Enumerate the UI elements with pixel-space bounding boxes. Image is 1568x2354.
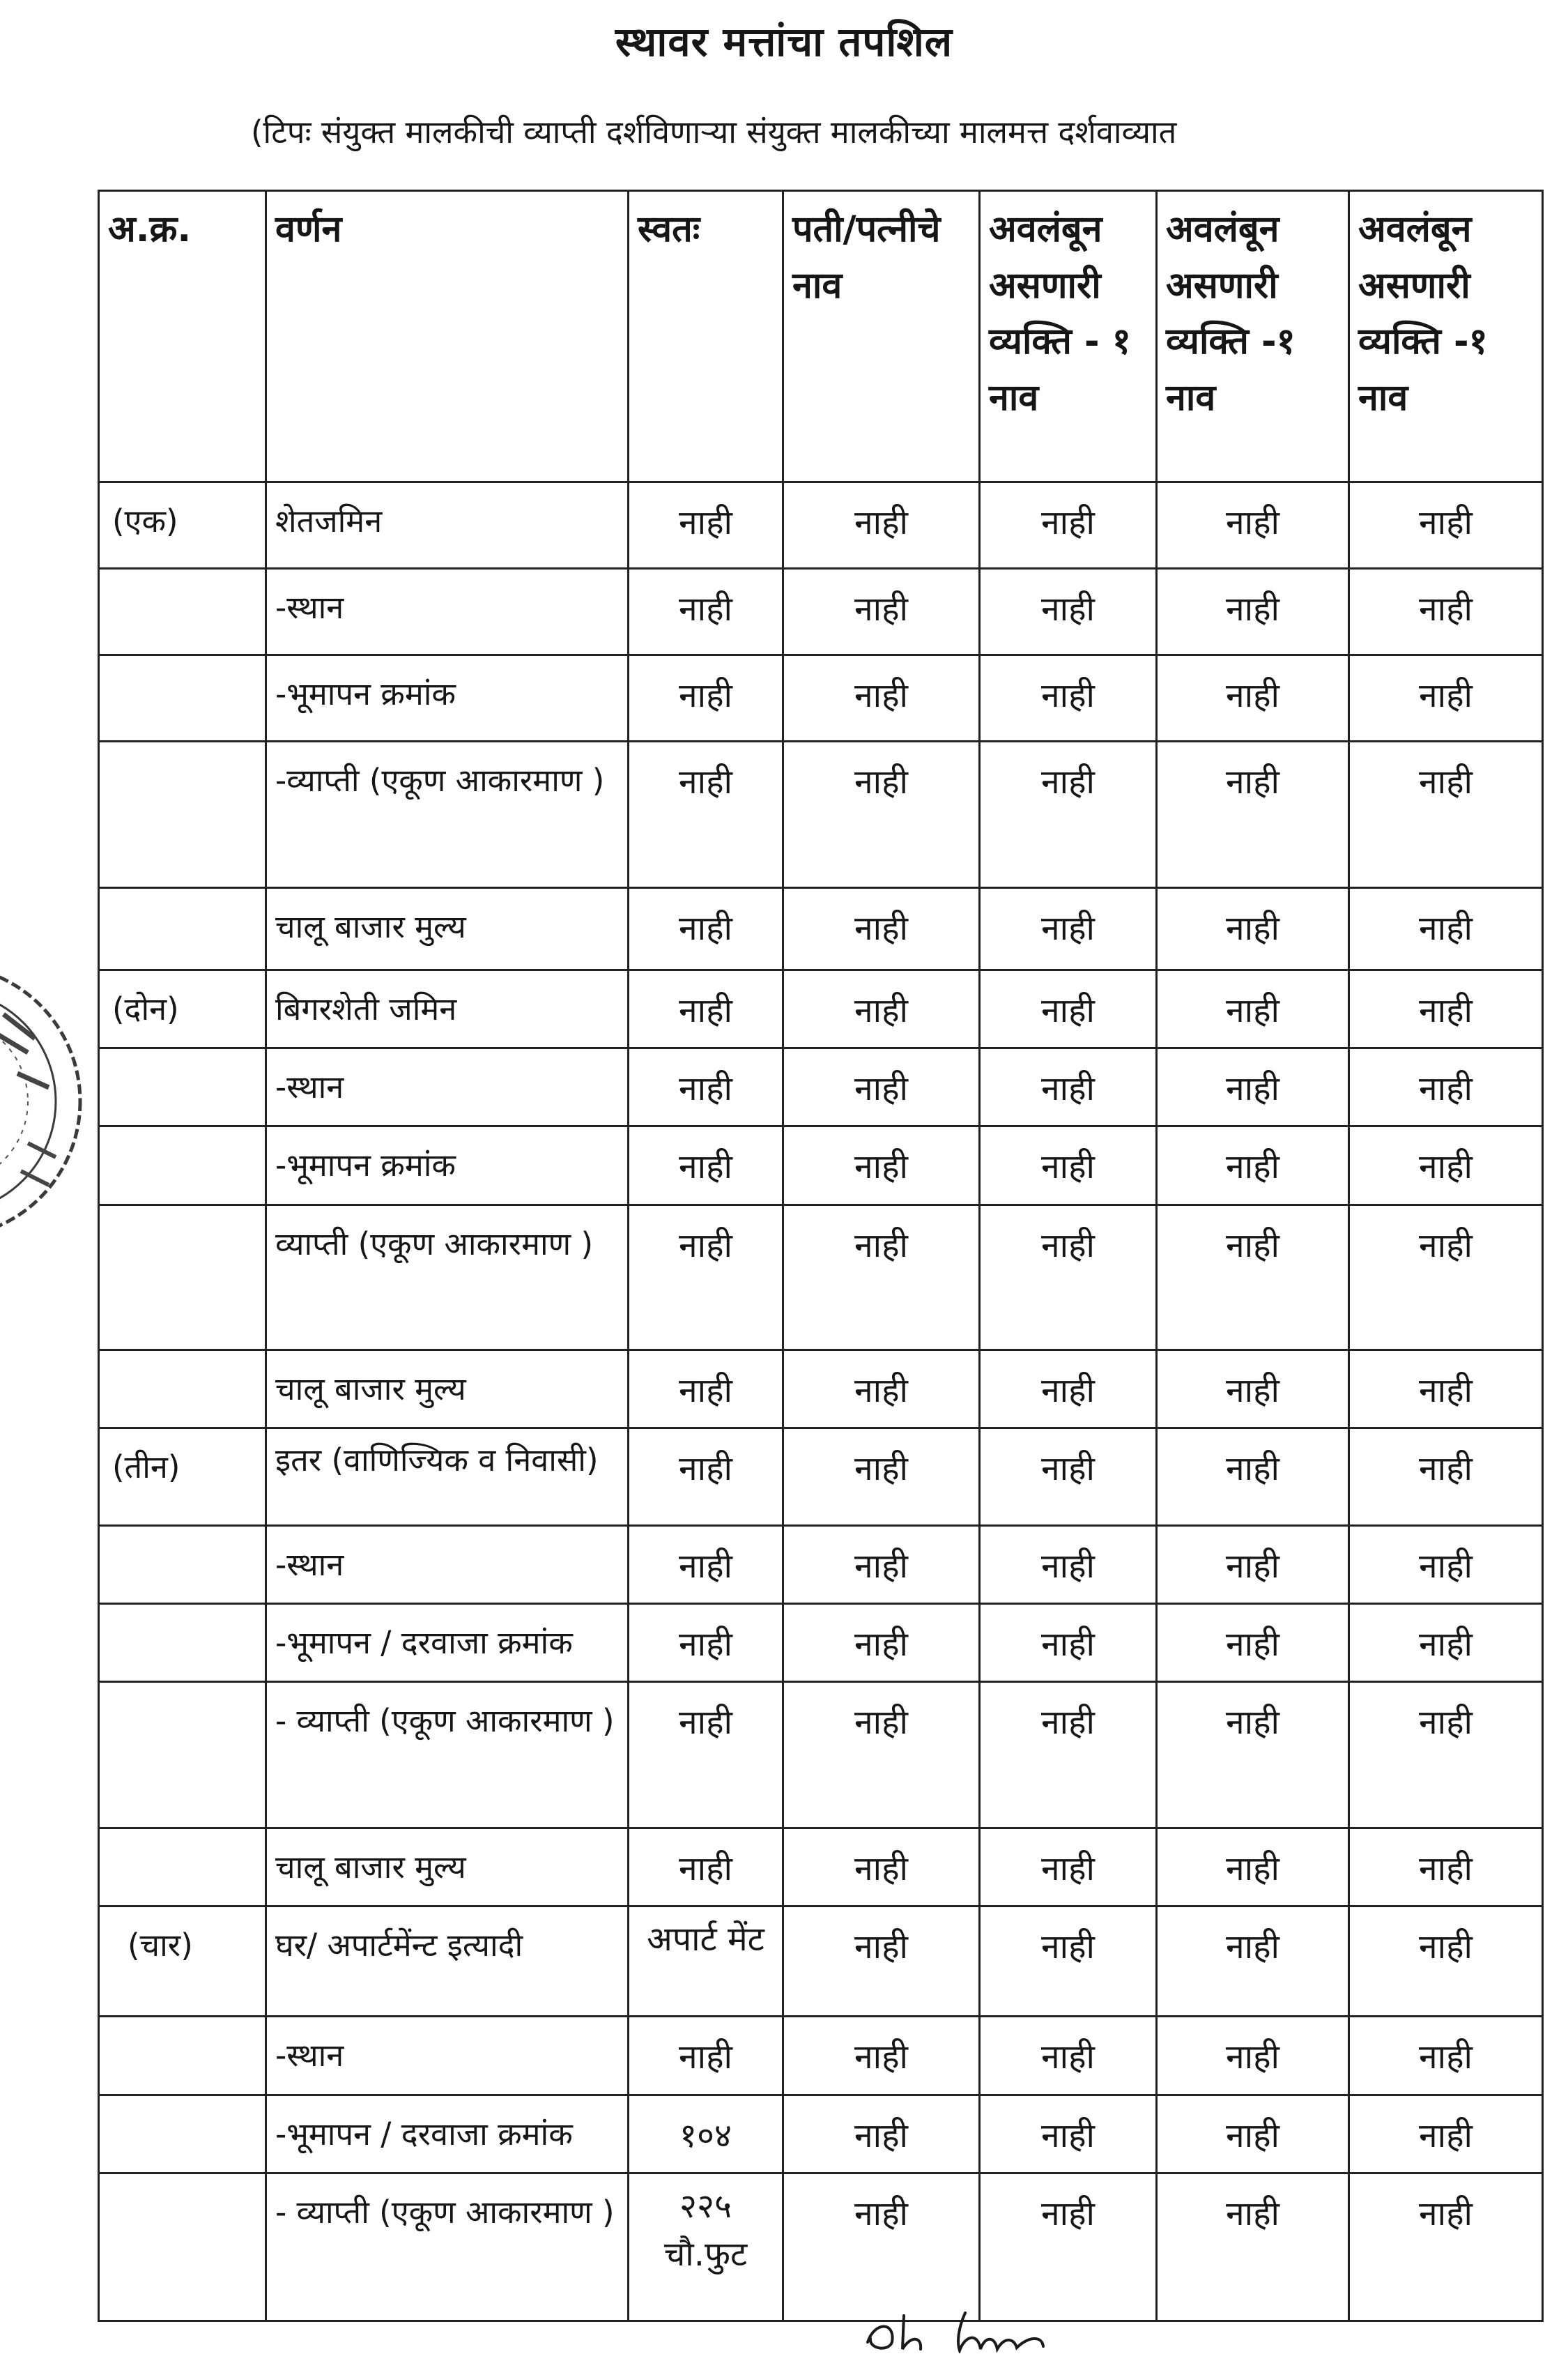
table-row (99, 1048, 1543, 1126)
row-description: बिगरशेती जमिन (266, 970, 629, 1048)
table-row (99, 742, 1543, 888)
row-serial (99, 1828, 266, 1906)
table-row (99, 569, 1543, 655)
cell-self: नाही (629, 482, 783, 569)
table-row (99, 1906, 1543, 2017)
cell-spouse: नाही (783, 1048, 980, 1126)
cell-self: नाही (629, 1205, 783, 1350)
table-row (99, 2095, 1543, 2173)
cell-self: नाही (629, 970, 783, 1048)
cell-dependent-3: नाही (1349, 1126, 1543, 1205)
header-description: वर्णन (266, 191, 629, 482)
cell-self: नाही (629, 1428, 783, 1525)
cell-self: नाही (629, 1525, 783, 1603)
row-description: -स्थान (266, 2017, 629, 2095)
table-row (99, 1205, 1543, 1350)
cell-dependent-1: नाही (980, 1048, 1157, 1126)
row-description: -भूमापन क्रमांक (266, 1126, 629, 1205)
cell-dependent-1: नाही (980, 2095, 1157, 2173)
cell-dependent-1: नाही (980, 569, 1157, 655)
cell-self: अपार्ट मेंट (629, 1906, 783, 2017)
table-row (99, 1828, 1543, 1906)
table-row (99, 2173, 1543, 2321)
cell-spouse: नाही (783, 482, 980, 569)
cell-spouse: नाही (783, 2095, 980, 2173)
cell-dependent-2: नाही (1157, 1350, 1349, 1428)
cell-dependent-3: नाही (1349, 1525, 1543, 1603)
cell-dependent-3: नाही (1349, 482, 1543, 569)
cell-dependent-2: नाही (1157, 569, 1349, 655)
row-description: चालू बाजार मुल्य (266, 1828, 629, 1906)
notary-stamp (0, 934, 125, 1269)
cell-dependent-3: नाही (1349, 1350, 1543, 1428)
row-serial: (दोन) (99, 970, 266, 1048)
cell-dependent-1: नाही (980, 1428, 1157, 1525)
header-spouse: पती/पत्नीचे नाव (783, 191, 980, 482)
cell-dependent-1: नाही (980, 1350, 1157, 1428)
header-dependent-2: अवलंबून असणारी व्यक्ति -१ नाव (1157, 191, 1349, 482)
row-description: -स्थान (266, 1525, 629, 1603)
document-title: स्थावर मत्तांचा तपशिल (615, 18, 953, 66)
cell-dependent-3: नाही (1349, 2173, 1543, 2321)
cell-dependent-3: नाही (1349, 1682, 1543, 1828)
table-body (99, 482, 1543, 2321)
row-description: -भूमापन / दरवाजा क्रमांक (266, 1603, 629, 1681)
cell-dependent-3: नाही (1349, 2017, 1543, 2095)
table-row (99, 1350, 1543, 1428)
cell-dependent-3: नाही (1349, 1205, 1543, 1350)
cell-dependent-2: नाही (1157, 1048, 1349, 1126)
cell-self: नाही (629, 569, 783, 655)
table-row (99, 970, 1543, 1048)
table-row (99, 1682, 1543, 1828)
cell-spouse: नाही (783, 742, 980, 888)
row-description: घर/ अपार्टमेंन्ट इत्यादी (266, 1906, 629, 2017)
table-row (99, 2017, 1543, 2095)
cell-spouse: नाही (783, 1603, 980, 1681)
row-serial (99, 569, 266, 655)
row-serial (99, 655, 266, 742)
table-row (99, 1428, 1543, 1525)
cell-dependent-1: नाही (980, 1525, 1157, 1603)
cell-dependent-2: नाही (1157, 888, 1349, 970)
cell-dependent-1: नाही (980, 888, 1157, 970)
cell-spouse: नाही (783, 1682, 980, 1828)
cell-dependent-1: नाही (980, 482, 1157, 569)
row-serial (99, 2173, 266, 2321)
cell-dependent-2: नाही (1157, 482, 1349, 569)
cell-spouse: नाही (783, 1828, 980, 1906)
cell-dependent-1: नाही (980, 742, 1157, 888)
table-row (99, 1126, 1543, 1205)
table-row (99, 888, 1543, 970)
cell-self: नाही (629, 1126, 783, 1205)
row-description: - व्याप्ती (एकूण आकारमाण ) (266, 2173, 629, 2321)
cell-self: नाही (629, 1048, 783, 1126)
cell-dependent-2: नाही (1157, 1906, 1349, 2017)
cell-self: नाही (629, 1682, 783, 1828)
cell-self: नाही (629, 888, 783, 970)
row-description: चालू बाजार मुल्य (266, 1350, 629, 1428)
cell-self: नाही (629, 1350, 783, 1428)
cell-self: १०४ (629, 2095, 783, 2173)
cell-spouse: नाही (783, 569, 980, 655)
cell-spouse: नाही (783, 1906, 980, 2017)
cell-spouse: नाही (783, 1126, 980, 1205)
cell-dependent-1: नाही (980, 1603, 1157, 1681)
cell-spouse: नाही (783, 2017, 980, 2095)
cell-dependent-2: नाही (1157, 1828, 1349, 1906)
cell-spouse: नाही (783, 1205, 980, 1350)
row-serial: (तीन) (99, 1428, 266, 1525)
row-description: -व्याप्ती (एकूण आकारमाण ) (266, 742, 629, 888)
row-serial (99, 742, 266, 888)
table-header-row (99, 191, 1543, 482)
cell-dependent-2: नाही (1157, 1682, 1349, 1828)
cell-dependent-2: नाही (1157, 970, 1349, 1048)
row-serial: (चार) (99, 1906, 266, 2017)
cell-dependent-2: नाही (1157, 1525, 1349, 1603)
cell-self: २२५ चौ.फुट (629, 2173, 783, 2321)
header-dependent-1: अवलंबून असणारी व्यक्ति - १ नाव (980, 191, 1157, 482)
table-row (99, 655, 1543, 742)
cell-self: नाही (629, 1603, 783, 1681)
cell-dependent-3: नाही (1349, 1428, 1543, 1525)
cell-dependent-3: नाही (1349, 1906, 1543, 2017)
cell-self: नाही (629, 2017, 783, 2095)
table-row (99, 482, 1543, 569)
cell-dependent-3: नाही (1349, 1048, 1543, 1126)
cell-dependent-2: नाही (1157, 2017, 1349, 2095)
cell-dependent-3: नाही (1349, 970, 1543, 1048)
row-serial (99, 1682, 266, 1828)
cell-spouse: नाही (783, 970, 980, 1048)
row-description: -भूमापन क्रमांक (266, 655, 629, 742)
cell-dependent-2: नाही (1157, 1205, 1349, 1350)
cell-dependent-3: नाही (1349, 742, 1543, 888)
cell-self: नाही (629, 655, 783, 742)
assets-table (98, 190, 1544, 2322)
signature (861, 2307, 1188, 2353)
cell-dependent-1: नाही (980, 1906, 1157, 2017)
row-description: -स्थान (266, 1048, 629, 1126)
document-note: (टिपः संयुक्त मालकीची व्याप्ती दर्शविणाऱ्या संयुक्त मालकीच्या मालमत्त दर्शवाव्यात (251, 114, 1177, 151)
cell-spouse: नाही (783, 2173, 980, 2321)
table-row (99, 1603, 1543, 1681)
row-serial: (एक) (99, 482, 266, 569)
cell-dependent-1: नाही (980, 2173, 1157, 2321)
row-serial (99, 1603, 266, 1681)
cell-dependent-3: नाही (1349, 1603, 1543, 1681)
row-serial (99, 2017, 266, 2095)
cell-spouse: नाही (783, 655, 980, 742)
header-serial: अ.क्र. (99, 191, 266, 482)
cell-dependent-1: नाही (980, 970, 1157, 1048)
cell-dependent-3: नाही (1349, 655, 1543, 742)
cell-dependent-3: नाही (1349, 569, 1543, 655)
cell-spouse: नाही (783, 1525, 980, 1603)
cell-dependent-1: नाही (980, 1828, 1157, 1906)
cell-dependent-2: नाही (1157, 2095, 1349, 2173)
row-description: व्याप्ती (एकूण आकारमाण ) (266, 1205, 629, 1350)
cell-spouse: नाही (783, 1350, 980, 1428)
cell-dependent-2: नाही (1157, 2173, 1349, 2321)
row-serial (99, 1350, 266, 1428)
cell-dependent-1: नाही (980, 655, 1157, 742)
row-description: चालू बाजार मुल्य (266, 888, 629, 970)
row-description: इतर (वाणिज्यिक व निवासी) (266, 1428, 629, 1525)
cell-spouse: नाही (783, 1428, 980, 1525)
row-serial (99, 1525, 266, 1603)
cell-self: नाही (629, 742, 783, 888)
row-description: शेतजमिन (266, 482, 629, 569)
header-dependent-3: अवलंबून असणारी व्यक्ति -१ नाव (1349, 191, 1543, 482)
cell-dependent-3: नाही (1349, 1828, 1543, 1906)
row-description: -स्थान (266, 569, 629, 655)
cell-dependent-3: नाही (1349, 2095, 1543, 2173)
cell-dependent-3: नाही (1349, 888, 1543, 970)
table-row (99, 1525, 1543, 1603)
cell-dependent-2: नाही (1157, 1603, 1349, 1681)
cell-dependent-2: नाही (1157, 1126, 1349, 1205)
cell-self: नाही (629, 1828, 783, 1906)
header-self: स्वतः (629, 191, 783, 482)
row-description: -भूमापन / दरवाजा क्रमांक (266, 2095, 629, 2173)
row-serial (99, 2095, 266, 2173)
cell-dependent-2: नाही (1157, 1428, 1349, 1525)
cell-dependent-1: नाही (980, 1682, 1157, 1828)
row-description: - व्याप्ती (एकूण आकारमाण ) (266, 1682, 629, 1828)
cell-dependent-2: नाही (1157, 655, 1349, 742)
cell-spouse: नाही (783, 888, 980, 970)
cell-dependent-1: नाही (980, 1126, 1157, 1205)
cell-dependent-1: नाही (980, 2017, 1157, 2095)
cell-dependent-1: नाही (980, 1205, 1157, 1350)
cell-dependent-2: नाही (1157, 742, 1349, 888)
